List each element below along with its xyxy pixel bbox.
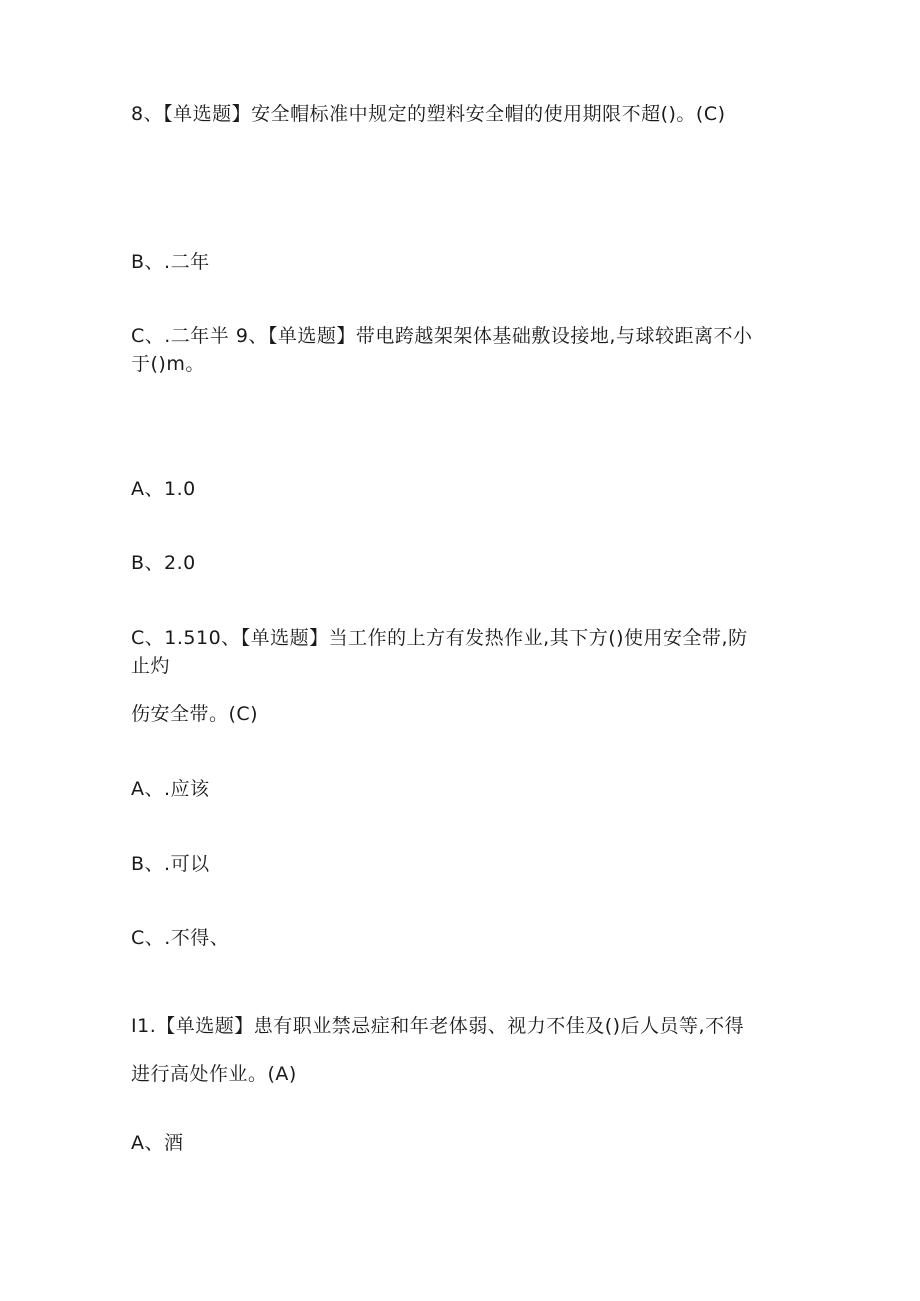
option-a-question-11: A、酒 — [131, 1132, 184, 1154]
option-a-question-10: A、.应该 — [131, 778, 210, 800]
option-a-question-9: A、1.0 — [131, 478, 196, 500]
option-b-question-9: B、2.0 — [131, 552, 196, 574]
question-10-text-end: 伤安全带。(C) — [131, 703, 259, 725]
question-9-text-continued: 于()m。 — [131, 353, 205, 375]
question-11-text-continued: 进行高处作业。(A) — [131, 1063, 297, 1085]
option-b-question-8: B、.二年 — [131, 251, 210, 273]
question-11-text: I1.【单选题】患有职业禁忌症和年老体弱、视力不佳及()后人员等,不得 — [131, 1015, 745, 1037]
option-c-question-10-text: C、1.510、【单选题】当工作的上方有发热作业,其下方()使用安全带,防 — [131, 627, 748, 649]
option-c-question-10: C、.不得、 — [131, 927, 230, 949]
option-b-question-10: B、.可以 — [131, 853, 210, 875]
question-10-text-continued: 止灼 — [131, 655, 171, 677]
option-c-question-9-text: C、.二年半 9、【单选题】带电跨越架架体基础敷设接地,与球较距离不小 — [131, 325, 753, 347]
question-8-text: 8、【单选题】安全帽标准中规定的塑料安全帽的使用期限不超()。(C) — [131, 103, 726, 125]
